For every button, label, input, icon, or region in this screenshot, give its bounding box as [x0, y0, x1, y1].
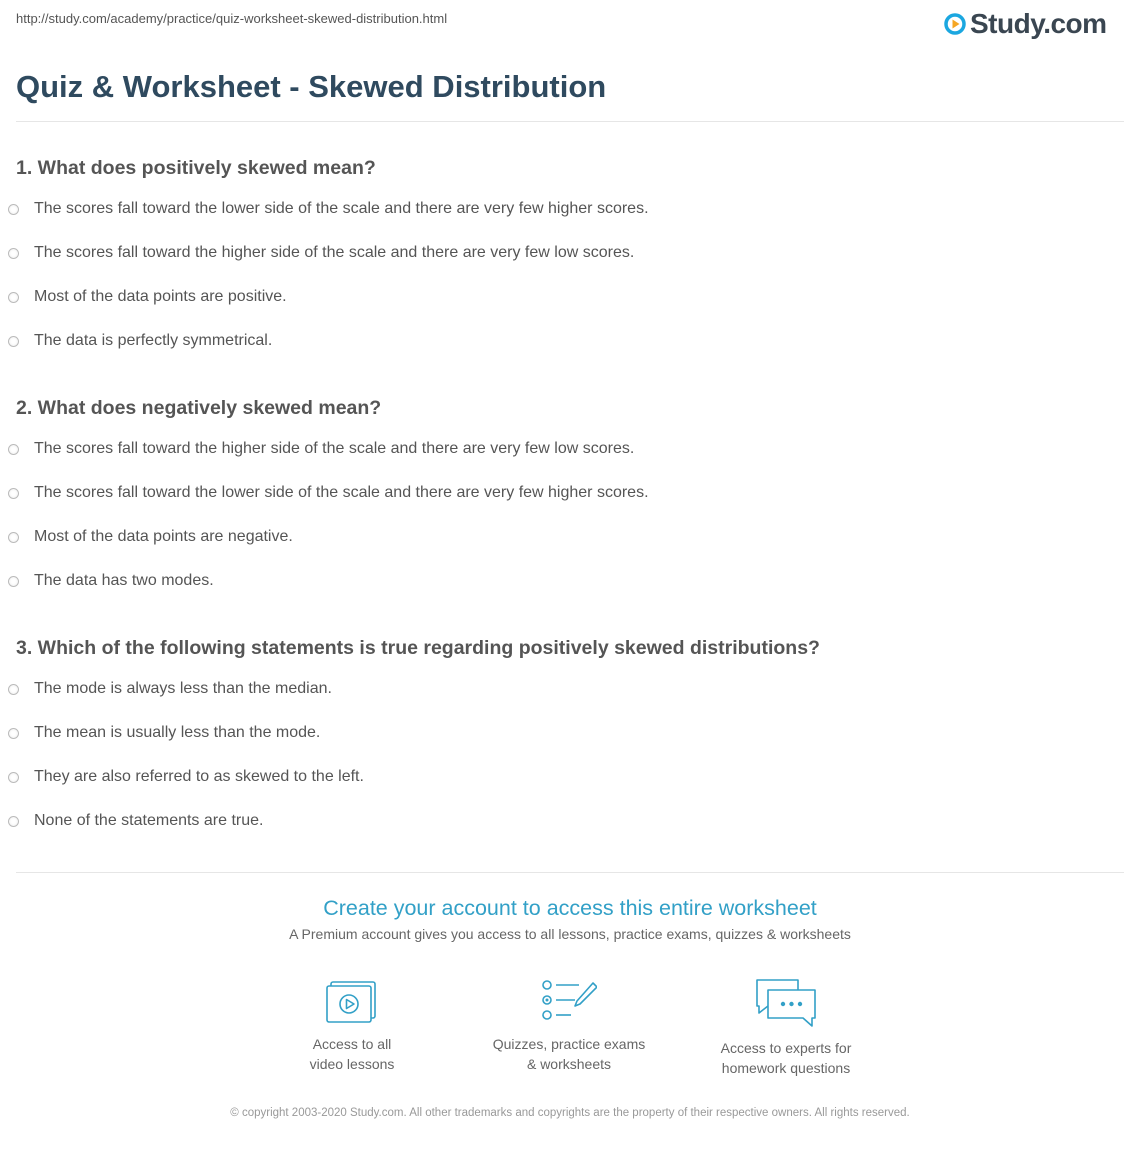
- feature-experts: [686, 978, 886, 1078]
- title-divider: [16, 121, 1124, 122]
- radio-button[interactable]: [8, 336, 19, 347]
- question-text: 1. What does positively skewed mean?: [16, 157, 376, 179]
- answer-option[interactable]: [8, 680, 332, 698]
- answer-text: The scores fall toward the lower side of the scale and there are very few higher scores.: [34, 200, 649, 217]
- page-title: Quiz & Worksheet - Skewed Distribution: [16, 69, 607, 104]
- cta-title-link[interactable]: Create your account to access this entire worksheet: [323, 896, 817, 920]
- answer-option[interactable]: [8, 724, 320, 742]
- radio-button[interactable]: [8, 772, 19, 783]
- page-url: http://study.com/academy/practice/quiz-worksheet-skewed-distribution.html: [16, 11, 448, 26]
- radio-button[interactable]: [8, 292, 19, 303]
- question-1: [16, 156, 376, 180]
- feature-label: Quizzes, practice exams & worksheets: [492, 1036, 646, 1072]
- play-circle-icon: [944, 13, 966, 35]
- cta-divider: [16, 872, 1124, 873]
- radio-button[interactable]: [8, 576, 19, 587]
- answer-text: Most of the data points are negative.: [34, 528, 293, 545]
- radio-button[interactable]: [8, 728, 19, 739]
- copyright-notice: © copyright 2003-2020 Study.com. All other trademarks and copyrights are the property of their respective owners. All rights reserved.: [230, 1107, 910, 1119]
- answer-option[interactable]: [8, 572, 214, 590]
- answer-text: They are also referred to as skewed to the left.: [34, 768, 364, 785]
- answer-text: Most of the data points are positive.: [34, 288, 287, 305]
- cta-subtitle: A Premium account gives you access to all lessons, practice exams, quizzes & worksheets: [289, 926, 851, 942]
- radio-button[interactable]: [8, 204, 19, 215]
- radio-button[interactable]: [8, 684, 19, 695]
- radio-button[interactable]: [8, 532, 19, 543]
- feature-quizzes: [469, 978, 669, 1074]
- answer-text: The scores fall toward the higher side of the scale and there are very few low scores.: [34, 244, 635, 261]
- radio-button[interactable]: [8, 816, 19, 827]
- answer-text: The scores fall toward the lower side of the scale and there are very few higher scores.: [34, 484, 649, 501]
- answer-text: The scores fall toward the higher side of the scale and there are very few low scores.: [34, 440, 635, 457]
- question-text: 2. What does negatively skewed mean?: [16, 397, 382, 419]
- answer-option[interactable]: [8, 332, 272, 350]
- answer-option[interactable]: [8, 812, 263, 830]
- answer-option[interactable]: [8, 288, 287, 306]
- answer-text: The mean is usually less than the mode.: [34, 724, 321, 741]
- answer-text: The data is perfectly symmetrical.: [34, 332, 273, 349]
- radio-button[interactable]: [8, 488, 19, 499]
- answer-option[interactable]: [8, 528, 293, 546]
- question-3: [16, 636, 820, 660]
- feature-label: Access to all video lessons: [309, 1036, 395, 1072]
- answer-option[interactable]: [8, 768, 364, 786]
- answer-option[interactable]: [8, 244, 634, 262]
- answer-text: The mode is always less than the median.: [34, 680, 332, 697]
- feature-label: Access to experts for homework questions: [720, 1040, 852, 1076]
- answer-option[interactable]: [8, 200, 649, 218]
- question-text: 3. Which of the following statements is true regarding positively skewed distributions?: [16, 637, 820, 659]
- question-2: [16, 396, 381, 420]
- study-com-logo[interactable]: [944, 8, 1107, 40]
- chat-bubbles-icon: [754, 978, 818, 1028]
- radio-button[interactable]: [8, 248, 19, 259]
- answer-text: None of the statements are true.: [34, 812, 264, 829]
- quiz-checklist-icon: [541, 978, 597, 1024]
- answer-text: The data has two modes.: [34, 572, 214, 589]
- radio-button[interactable]: [8, 444, 19, 455]
- feature-video-lessons: [252, 978, 452, 1074]
- video-lessons-icon: [326, 978, 378, 1024]
- answer-option[interactable]: [8, 484, 649, 502]
- answer-option[interactable]: [8, 440, 634, 458]
- logo-text: Study.com: [970, 8, 1107, 39]
